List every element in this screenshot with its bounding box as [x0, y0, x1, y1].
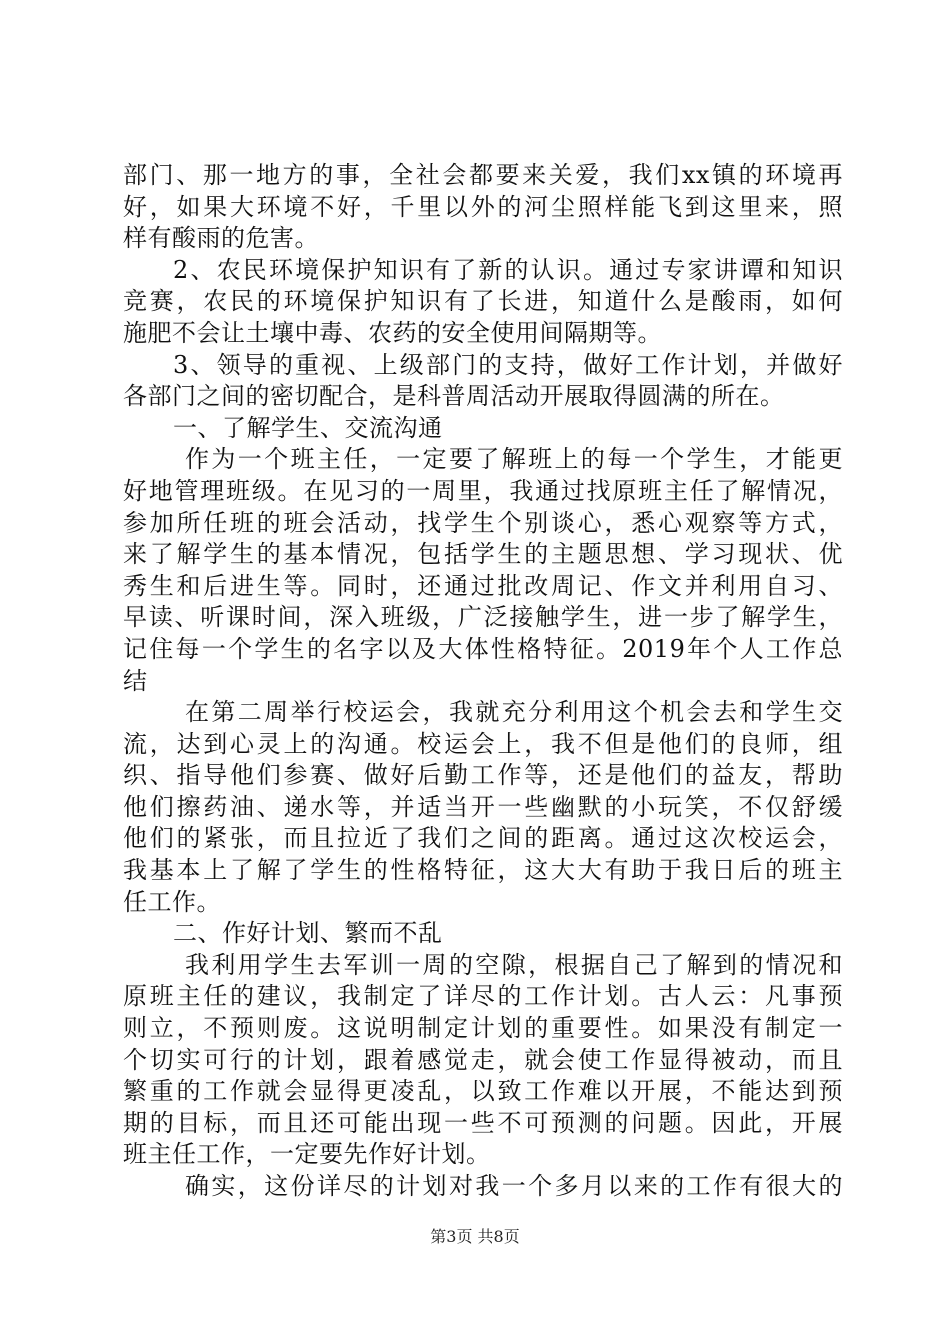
document-body — [123, 160, 843, 1203]
text-line: 二、作好计划、繁而不乱 — [173, 919, 443, 948]
text-line: 繁重的工作就会显得更凌乱，以致工作难以开展，不能达到预 — [123, 1077, 843, 1106]
text-line: 作为一个班主任，一定要了解班上的每一个学生，才能更 — [185, 445, 843, 474]
text-line: 确实，这份详尽的计划对我一个多月以来的工作有很大的 — [185, 1172, 843, 1200]
text-line: 好地管理班级。在见习的一周里，我通过找原班主任了解情况， — [123, 476, 843, 505]
text-line: 竞赛，农民的环境保护知识有了长进，知道什么是酸雨，如何 — [123, 287, 843, 316]
text-line: 任工作。 — [123, 887, 221, 916]
text-line: 则立，不预则废。这说明制定计划的重要性。如果没有制定一 — [123, 1014, 843, 1043]
text-line: 我基本上了解了学生的性格特征，这大大有助于我日后的班主 — [123, 856, 843, 885]
text-line: 他们擦药油、递水等，并适当开一些幽默的小玩笑，不仅舒缓 — [123, 792, 843, 821]
text-line: 部门、那一地方的事，全社会都要来关爱，我们xx镇的环境再 — [123, 161, 843, 189]
text-line: 参加所任班的班会活动，找学生个别谈心，悉心观察等方式， — [123, 508, 843, 537]
text-line: 期的目标，而且还可能出现一些不可预测的问题。因此，开展 — [123, 1108, 843, 1137]
text-line: 一、了解学生、交流沟通 — [173, 413, 443, 442]
text-line: 好，如果大环境不好，千里以外的河尘照样能飞到这里来，照 — [123, 192, 843, 221]
text-line: 各部门之间的密切配合，是科普周活动开展取得圆满的所在。 — [123, 382, 785, 411]
text-line: 3、领导的重视、上级部门的支持，做好工作计划，并做好 — [173, 350, 843, 379]
text-line: 秀生和后进生等。同时，还通过批改周记、作文并利用自习、 — [123, 571, 843, 600]
text-line: 他们的紧张，而且拉近了我们之间的距离。通过这次校运会， — [123, 824, 843, 853]
text-line: 来了解学生的基本情况，包括学生的主题思想、学习现状、优 — [123, 540, 843, 569]
text-line: 我利用学生去军训一周的空隙，根据自己了解到的情况和 — [185, 950, 843, 979]
text-line: 施肥不会让土壤中毒、农药的安全使用间隔期等。 — [123, 318, 662, 347]
text-line: 结 — [123, 666, 148, 695]
text-line: 个切实可行的计划，跟着感觉走，就会使工作显得被动，而且 — [123, 1045, 843, 1074]
text-line: 2、农民环境保护知识有了新的认识。通过专家讲谭和知识 — [173, 255, 843, 284]
text-line: 织、指导他们参赛、做好后勤工作等，还是他们的益友，帮助 — [123, 761, 843, 790]
page-footer — [0, 1227, 950, 1247]
text-line: 流，达到心灵上的沟通。校运会上，我不但是他们的良师，组 — [123, 729, 843, 758]
text-line: 班主任工作，一定要先作好计划。 — [123, 1140, 491, 1169]
text-line: 早读、听课时间，深入班级，广泛接触学生，进一步了解学生， — [123, 603, 843, 632]
text-line: 在第二周举行校运会，我就充分利用这个机会去和学生交 — [185, 698, 843, 727]
text-line: 原班主任的建议，我制定了详尽的工作计划。古人云：凡事预 — [123, 982, 843, 1011]
text-line: 样有酸雨的危害。 — [123, 224, 319, 253]
text-line: 记住每一个学生的名字以及大体性格特征。2019年个人工作总 — [123, 634, 843, 663]
page-number-label: 第3页 共8页 — [430, 1227, 520, 1246]
